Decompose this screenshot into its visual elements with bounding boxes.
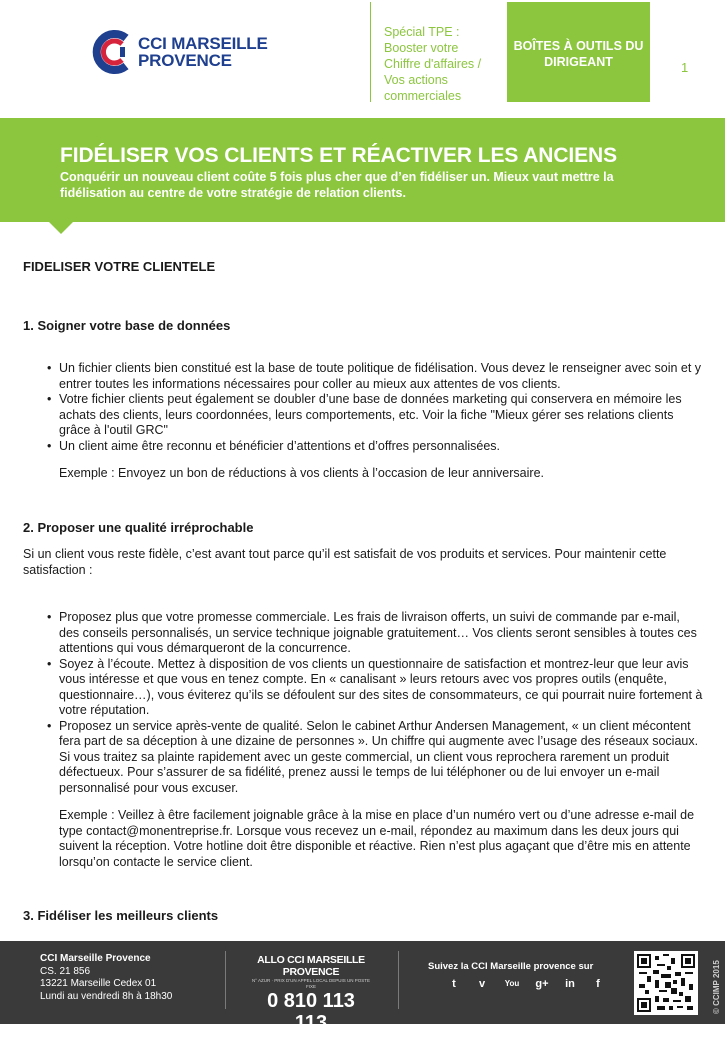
google-plus-icon[interactable]: g+ <box>535 978 549 990</box>
section1-example: Exemple : Envoyez un bon de réductions à vos clients à l’occasion de leur anniversaire. <box>59 466 544 480</box>
main-heading: FIDELISER VOTRE CLIENTELE <box>23 259 216 274</box>
list-item: • Un client aime être reconnu et bénéficier d’attentions et d’offres personnalisées. <box>59 439 703 455</box>
viadeo-icon[interactable]: v <box>478 978 486 990</box>
toolbox-badge: BOÎTES À OUTILS DU DIRIGEANT <box>507 2 650 102</box>
allo-cci-block <box>250 954 372 1043</box>
list-item: • Soyez à l’écoute. Mettez à disposition de vos clients un questionnaire de satisfaction et montrez-leur que leur avis vous intéresse et que vous en tenez compte. En « canalisant » leurs retours avec vos propres outils (enquête, questionnaire…), vous éviterez qu’ils se défoulent sur des sites de consommateurs, ce qui pourrait nuire fortement à votre réputation. <box>59 657 703 719</box>
cci-logo <box>92 28 282 76</box>
social-links <box>446 977 606 991</box>
footer-address <box>40 953 172 1003</box>
list-item: • Un fichier clients bien constitué est la base de toute politique de fidélisation. Vous devez le renseigner avec soin et y entrer toutes les informations nécessaires pour coller au mieux aux attentes de vos clients. <box>59 361 703 392</box>
facebook-icon[interactable]: f <box>596 978 600 990</box>
section1-heading: 1. Soigner votre base de données <box>23 317 231 333</box>
footer-address-line: CS. 21 856 <box>40 965 91 977</box>
page-subtitle: Conquérir un nouveau client coûte 5 fois plus cher que d’en fidéliser un. Mieux vaut mettre la fidélisation au centre de votre stratégie de relation clients. <box>60 170 614 200</box>
copyright: © CCIMP 2015 <box>712 960 721 1014</box>
twitter-icon[interactable]: t <box>452 978 456 990</box>
page-title: FIDÉLISER VOS CLIENTS ET RÉACTIVER LES ANCIENS <box>60 144 618 167</box>
special-tpe-label: Spécial TPE : Booster votre Chiffre d'affaires / Vos actions commerciales <box>384 25 482 103</box>
section2-example: Exemple : Veillez à être facilement joignable grâce à la mise en place d’un numéro vert ou d’une adresse e-mail de type contact@monentreprise.fr. Lorsque vous recevez un e-mail, répondez au maximum dans les deux jours qui suivent la réception. Votre hotline doit être disponible et réactive. Rien n’est plus agaçant que d’être mis en attente lorsqu’on contacte le service client. <box>59 808 695 869</box>
list-item: • Proposez plus que votre promesse commerciale. Les frais de livraison offerts, un suivi de commande par e-mail, des conseils personnalisés, un service technique joignable gratuitement… Vos clients seront sensibles à toutes ces attentions qui vous démarqueront de la concurrence. <box>59 610 703 657</box>
qr-code-icon[interactable] <box>634 951 698 1015</box>
section3-heading: 3. Fidéliser les meilleurs clients <box>23 908 219 923</box>
allo-note: N° AZUR · PRIX D'UN APPEL LOCAL DEPUIS UN POSTE FIXE <box>251 978 371 989</box>
allo-title: ALLO CCI MARSEILLE PROVENCE <box>257 954 365 978</box>
footer-org-name: CCI Marseille Provence <box>40 953 151 964</box>
list-item: • Votre fichier clients peut également se doubler d’une base de données marketing qui conservera en mémoire les achats des clients, leurs coordonnées, leurs comportements, etc. Voir la fiche "Mieux gérer ses relations clients grâce à l'outil GRC" <box>59 392 703 439</box>
section1-list <box>23 361 703 454</box>
footer-address-line: 13221 Marseille Cedex 01 <box>40 978 157 989</box>
section2-heading: 2. Proposer une qualité irréprochable <box>23 519 254 535</box>
footer-address-line: Lundi au vendredi 8h à 18h30 <box>40 990 173 1002</box>
footer-divider <box>225 951 226 1009</box>
footer-divider <box>398 951 399 1009</box>
document-body <box>23 259 703 924</box>
logo-line1: CCI MARSEILLE <box>138 34 268 53</box>
follow-text: Suivez la CCI Marseille provence sur <box>428 961 594 972</box>
youtube-icon[interactable]: You <box>504 979 520 988</box>
header-divider <box>370 2 371 102</box>
footer <box>0 941 725 1043</box>
list-item: • Proposez un service après-vente de qualité. Selon le cabinet Arthur Andersen Management, « un client mécontent fera part de sa déception à une dizaine de personnes ». Un chiffre qui augmente avec l’usage des réseaux sociaux. Si vous traitez sa plainte rapidement avec un geste commercial, un client vous reprochera rarement un produit défectueux. Pour s’assurer de sa fidélité, prenez aussi le temps de lui téléphoner ou de lui envoyer un e-mail personnalisé pour vous excuser. <box>59 719 703 797</box>
cci-logo-mark-icon <box>92 30 132 74</box>
allo-phone-number[interactable]: 0 810 113 113 <box>267 990 355 1034</box>
allo-website-link[interactable]: WWW.CCIMP.COM <box>278 1034 344 1043</box>
linkedin-icon[interactable]: in <box>565 978 575 990</box>
section2-list <box>23 610 703 796</box>
section2-intro: Si un client vous reste fidèle, c’est avant tout parce qu’il est satisfait de vos produits et services. Pour maintenir cette satisfaction : <box>23 547 667 577</box>
page-number: 1 <box>681 60 689 75</box>
banner-arrow <box>49 222 73 234</box>
logo-line2: PROVENCE <box>138 51 232 70</box>
